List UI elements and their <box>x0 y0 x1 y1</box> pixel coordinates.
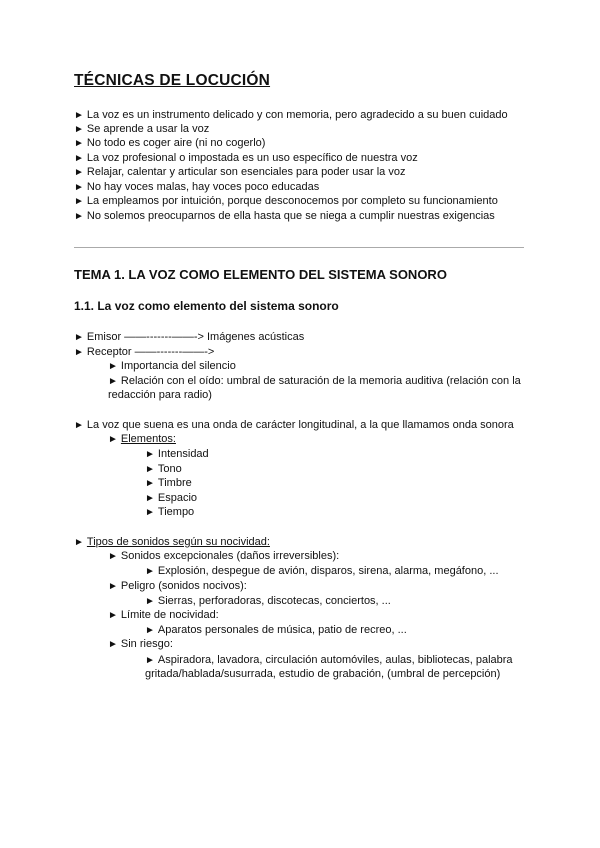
bullet-arrow-icon: ► <box>145 507 155 518</box>
receptor-item-continuation: redacción para radio) <box>108 389 212 401</box>
receptor-line: ► Receptor ——-------——-> <box>74 346 215 358</box>
document-title: TÉCNICAS DE LOCUCIÓN <box>74 72 271 89</box>
bullet-arrow-icon: ► <box>108 376 118 387</box>
subsection-heading: 1.1. La voz como elemento del sistema sonoro <box>74 299 339 313</box>
bullet-arrow-icon: ► <box>145 478 155 489</box>
tipo-detail: ► Aparatos personales de música, patio de recreo, ... <box>145 624 407 636</box>
elemento-item: ► Tiempo <box>145 506 195 518</box>
tipo-detail-continuation: gritada/hablada/susurrada, estudio de grabación, (umbral de percepción) <box>145 668 501 680</box>
bullet-arrow-icon: ► <box>74 182 84 193</box>
bullet-arrow-icon: ► <box>74 196 84 207</box>
tipo-detail: ► Explosión, despegue de avión, disparos, sirena, alarma, megáfono, ... <box>145 565 499 577</box>
bullet-arrow-icon: ► <box>108 581 118 592</box>
bullet-arrow-icon: ► <box>145 625 155 636</box>
intro-bullet: ► Relajar, calentar y articular son esenciales para poder usar la voz <box>74 166 406 178</box>
bullet-arrow-icon: ► <box>74 110 84 121</box>
bullet-arrow-icon: ► <box>145 464 155 475</box>
elemento-item: ► Espacio <box>145 492 198 504</box>
bullet-arrow-icon: ► <box>74 332 84 343</box>
intro-bullet: ► No hay voces malas, hay voces poco educadas <box>74 181 320 193</box>
bullet-arrow-icon: ► <box>74 347 84 358</box>
elemento-item: ► Timbre <box>145 477 192 489</box>
receptor-item: ► Importancia del silencio <box>108 360 236 372</box>
intro-bullet: ► La voz es un instrumento delicado y con memoria, pero agradecido a su buen cuidado <box>74 109 508 121</box>
tipo-label: ► Sin riesgo: <box>108 638 173 650</box>
intro-bullet: ► No todo es coger aire (ni no cogerlo) <box>74 137 266 149</box>
bullet-arrow-icon: ► <box>145 566 155 577</box>
intro-bullet: ► Se aprende a usar la voz <box>74 123 210 135</box>
bullet-arrow-icon: ► <box>108 639 118 650</box>
intro-bullet: ► La voz profesional o impostada es un uso específico de nuestra voz <box>74 152 418 164</box>
bullet-arrow-icon: ► <box>108 361 118 372</box>
tipos-label: ► Tipos de sonidos según su nocividad: <box>74 536 270 548</box>
tema-heading: TEMA 1. LA VOZ COMO ELEMENTO DEL SISTEMA SONORO <box>74 267 447 282</box>
intro-bullet: ► No solemos preocuparnos de ella hasta que se niega a cumplir nuestras exigencias <box>74 210 495 222</box>
receptor-item: ► Relación con el oído: umbral de saturación de la memoria auditiva (relación con la <box>108 375 521 387</box>
bullet-arrow-icon: ► <box>108 434 118 445</box>
bullet-arrow-icon: ► <box>145 493 155 504</box>
tipo-label: ► Sonidos excepcionales (daños irreversibles): <box>108 550 340 562</box>
bullet-arrow-icon: ► <box>145 449 155 460</box>
emisor-line: ► Emisor ——-------——-> Imágenes acústicas <box>74 331 305 343</box>
tipo-label: ► Límite de nocividad: <box>108 609 219 621</box>
bullet-arrow-icon: ► <box>108 610 118 621</box>
bullet-arrow-icon: ► <box>74 124 84 135</box>
onda-line: ► La voz que suena es una onda de carácter longitudinal, a la que llamamos onda sonora <box>74 419 514 431</box>
bullet-arrow-icon: ► <box>145 655 155 666</box>
bullet-arrow-icon: ► <box>74 420 84 431</box>
intro-bullet: ► La empleamos por intuición, porque desconocemos por completo su funcionamiento <box>74 195 498 207</box>
bullet-arrow-icon: ► <box>145 596 155 607</box>
elementos-label: ► Elementos: <box>108 433 176 445</box>
bullet-arrow-icon: ► <box>74 211 84 222</box>
tipo-detail: ► Sierras, perforadoras, discotecas, conciertos, ... <box>145 595 391 607</box>
bullet-arrow-icon: ► <box>74 153 84 164</box>
tipo-label: ► Peligro (sonidos nocivos): <box>108 580 247 592</box>
bullet-arrow-icon: ► <box>74 138 84 149</box>
bullet-arrow-icon: ► <box>74 167 84 178</box>
section-divider <box>74 247 524 248</box>
bullet-arrow-icon: ► <box>74 537 84 548</box>
tipo-detail: ► Aspiradora, lavadora, circulación automóviles, aulas, bibliotecas, palabra <box>145 654 513 666</box>
bullet-arrow-icon: ► <box>108 551 118 562</box>
elemento-item: ► Tono <box>145 463 182 475</box>
elemento-item: ► Intensidad <box>145 448 209 460</box>
